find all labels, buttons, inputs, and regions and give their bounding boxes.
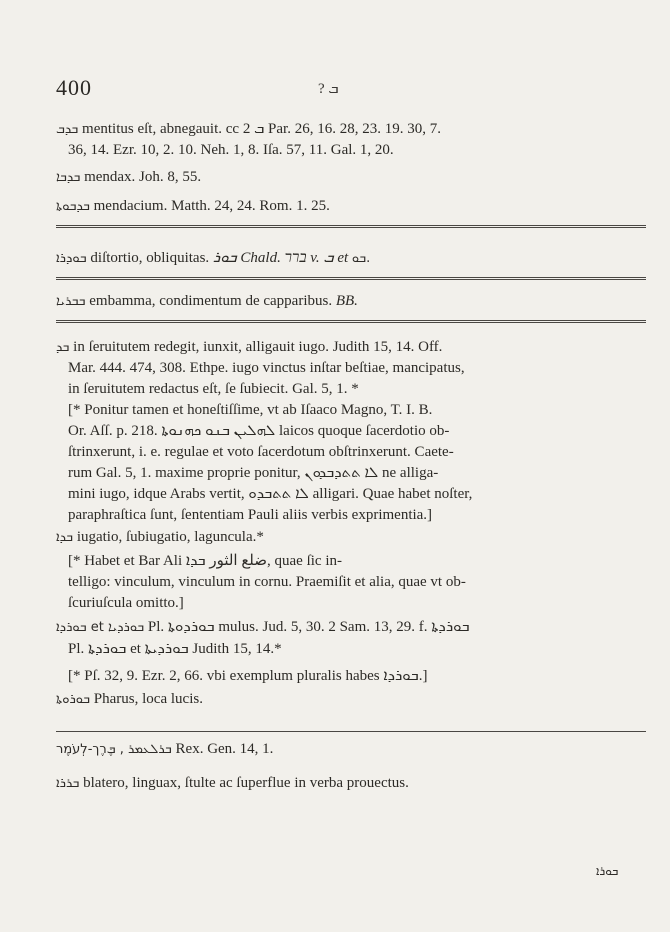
syriac-headword: ܒܒܪܝܐ [56, 294, 86, 309]
entry-line: 36, 14. Ezr. 10, 2. 10. Neh. 1, 8. Iſa. 57, 11. Gal. 1, 20. [68, 142, 394, 158]
syriac-headword: ܒܪܪܐ [56, 776, 80, 791]
syriac-headword: ܒܕܒܘܬܐ [56, 199, 90, 214]
entry-line: Pl. ܒܘܪܕܬܐ et ܒܘܪܕܝܬܐ Judith 15, 14.* [68, 641, 282, 657]
note-line: [* Ponitur tamen et honeſtiſſime, vt ab Iſaaco Magno, T. I. B. [68, 402, 433, 418]
syriac-headword: ܒܕ [56, 340, 70, 355]
entry-line: ܒܒܪܝܐ embamma, condimentum de capparibus. BB. [56, 293, 358, 309]
note-line: [* Pſ. 32, 9. Ezr. 2, 66. vbi exemplum pluralis habes ܒܘܪܕܐ.] [68, 668, 428, 684]
section-divider [56, 225, 646, 226]
section-divider [56, 731, 646, 732]
entry-line: ܒܪܠܥܡܪ , ܒֶּרֶך-לְעֹמֶר Rex. Gen. 14, 1. [56, 741, 274, 757]
syriac-headword: ܒܘܪܕܐ et ܒܘܪܕܝܐ [56, 620, 145, 635]
entry-line: ܒܕܐ iugatio, ſubiugatio, lagunculа.* [56, 529, 264, 545]
syriac-headword: ܒܪܠܥܡܪ , ܒֶּרֶך-לְעֹמֶר [56, 742, 172, 757]
syriac-headword: ܒܕܒ [56, 122, 79, 137]
entry-line: ܒܘܪܕܐ et ܒܘܪܕܝܐ Pl. ܒܘܪܕܘܬܐ mulus. Jud. 5, 30. 2 Sam. 13, 29. f. ܒܘܪܕܬܐ [56, 619, 470, 635]
catchword: ܒܘܪܐ [596, 864, 619, 878]
syriac-headword: ܒܕܒܐ [56, 170, 81, 185]
running-head: ? ܒ [318, 81, 339, 97]
syriac-headword: ܒܘܪܘܬܐ [56, 692, 91, 707]
syriac-headword: ܒܕܐ [56, 530, 74, 545]
entry-line: in ſeruitutem redactus eſt, ſe ſubiecit. Gal. 5, 1. * [68, 381, 359, 397]
section-divider [56, 277, 646, 278]
note-line: ſcuriuſcula omitto.] [68, 595, 184, 611]
note-line: [* Habet et Bar Ali ضلع الثور ܒܕܐ, quae ſic in- [68, 553, 342, 569]
note-line: mini iugo, idque Arabs vertit, ܠܐ ܬܬܒܕܘ alligari. Quae habet noſter, [68, 486, 473, 502]
entry-line: ܒܕܒܘܬܐ mendacium. Matth. 24, 24. Rom. 1. 25. [56, 198, 330, 214]
section-divider [56, 320, 646, 321]
entry-line: ܒܕܒܐ mendax. Joh. 8, 55. [56, 169, 202, 185]
page-number: 400 [56, 75, 92, 100]
note-line: Or. Aſſ. p. 218. ܠܗܠܝܢ ܒܢܘ ܟܗܢܘܬܐ laicos quoque ſacerdotio ob- [68, 423, 450, 439]
note-line: rum Gal. 5, 1. maxime proprie ponitur, ܠܐ ܬܬܕܒܕܘܢ ne alliga- [68, 465, 439, 481]
note-line: ſtrinxerunt, i. e. regulae et voto ſacerdotum obſtrinxerunt. Caete- [68, 444, 454, 460]
note-line: paraphraſtica ſunt, ſententiam Pauli aliis verbis exprimentia.] [68, 507, 433, 523]
note-line: telligo: vinculum, vinculum in cornu. Praemiſit et alia, quae vt ob- [68, 574, 466, 590]
entry-line: ܒܘܪܘܬܐ Pharus, loca lucis. [56, 691, 203, 707]
entry-line: ܒܪܪܐ blatero, linguax, ſtulte ac ſuperflue in verba prouectus. [56, 775, 409, 791]
entry-line: Mar. 444. 474, 308. Ethpe. iugo vinctus inſtar beſtiae, mancipatus, [68, 360, 465, 376]
syriac-headword: ܒܘܕܪܐ [56, 251, 87, 266]
entry-line: ܒܕ in ſeruitutem redegit, iunxit, alligauit iugo. Judith 15, 14. Off. [56, 339, 443, 355]
entry-line: ܒܕܒ mentitus eſt, abnegauit. cc ܒ 2 Par. 26, 16. 28, 23. 19. 30, 7. [56, 121, 441, 137]
entry-line: ܒܘܕܪܐ diſtortio, obliquitas. ܒܘܪ Chald. ברר v. ܒ et ܒܘ. [56, 250, 371, 266]
